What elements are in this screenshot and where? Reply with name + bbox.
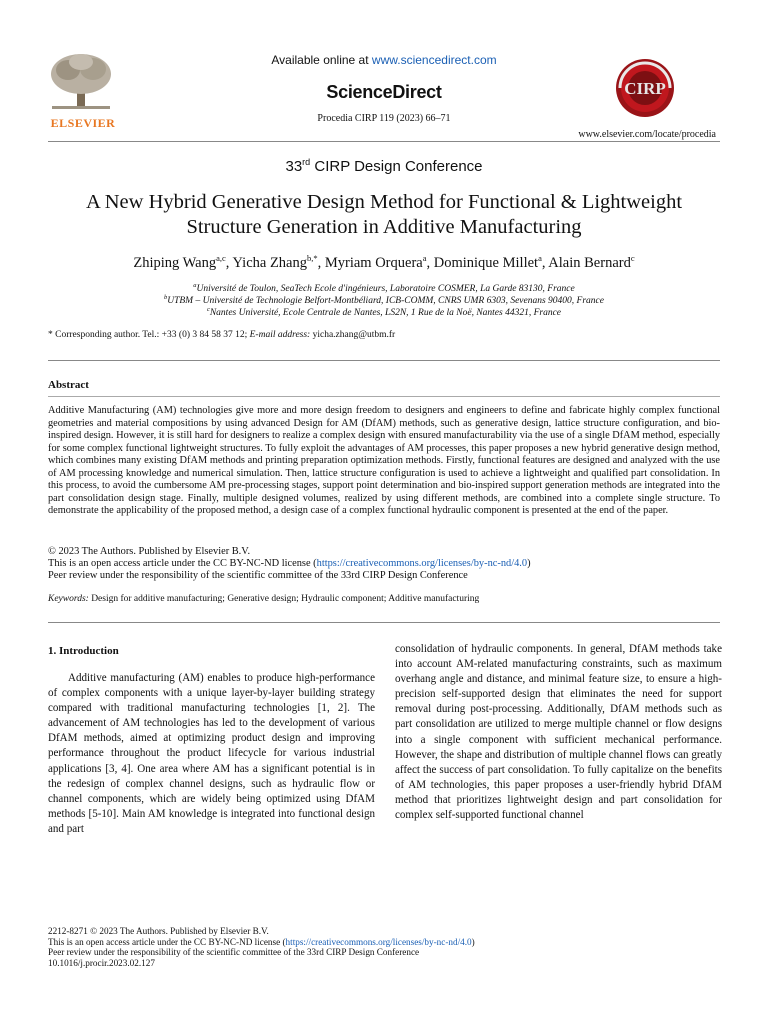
section-heading-introduction: 1. Introduction (48, 645, 119, 657)
journal-reference: Procedia CIRP 119 (2023) 66–71 (317, 113, 451, 124)
sciencedirect-link[interactable]: www.sciencedirect.com (371, 53, 497, 67)
footer-license-link[interactable]: https://creativecommons.org/licenses/by-nc-nd/4.0 (285, 936, 472, 947)
conference-name: 33rd CIRP Design Conference (285, 157, 483, 175)
peer-review-line: Peer review under the responsibility of the scientific committee of the 33rd CIRP Design Conference (48, 570, 468, 581)
open-access-line: This is an open access article under the CC BY-NC-ND license (https://creativecommons.org/licenses/by-nc-nd/4.0) (48, 558, 531, 569)
author: Dominique Millet$^a$, (433, 253, 549, 271)
keywords: Keywords: Design for additive manufacturing; Generative design; Hydraulic component; Additive manufacturing (48, 594, 480, 604)
header-rule (48, 141, 720, 142)
elsevier-wordmark: ELSEVIER (50, 116, 116, 130)
author: Myriam Orquera$^a$, (324, 253, 434, 271)
license-link[interactable]: https://creativecommons.org/licenses/by-nc-nd/4.0 (316, 558, 528, 569)
footer-doi[interactable]: 10.1016/j.procir.2023.02.127 (48, 957, 155, 968)
abstract-heading: Abstract (48, 379, 89, 391)
author: Yicha Zhang$^{b,*}$, (232, 253, 325, 271)
available-online: Available online at www.sciencedirect.com (271, 53, 497, 67)
footer-open-access: This is an open access article under the CC BY-NC-ND license (https://creativecommons.org/licenses/by-nc-nd/4.0) (48, 936, 475, 947)
abstract-rule (48, 396, 720, 397)
cirp-logo-text: CIRP (624, 79, 666, 98)
author-list (48, 253, 720, 272)
cirp-logo-icon (604, 58, 686, 118)
footer-peer-review: Peer review under the responsibility of the scientific committee of the 33rd CIRP Design Conference (48, 947, 420, 957)
copyright-line: © 2023 The Authors. Published by Elsevier B.V. (48, 546, 251, 557)
footer-issn: 2212-8271 © 2023 The Authors. Published by Elsevier B.V. (48, 926, 269, 936)
locate-url[interactable]: www.elsevier.com/locate/procedia (578, 129, 716, 140)
footer-block (48, 926, 475, 968)
sciencedirect-title: ScienceDirect (326, 82, 442, 102)
email-link[interactable]: yicha.zhang@utbm.fr (310, 330, 396, 340)
author: Alain Bernard$^c$ (548, 253, 635, 271)
abstract-text: Additive Manufacturing (AM) technologies give more and more design freedom to designers and engineers to define and fabricate highly complex functional geometries and material compositions by using advanced Design for AM (DfAM) methods, such as generative design, lattice structure configuration, and bio-inspired design. However, it is still hard for designers to realize a complex design with ensured manufacturability via the use of a single DfAM method, especially for some complex functional lightweight structures. To fully exploit the advantages of AM processes, this paper proposes a new hybrid generative design method, which combines many existing DfAM methods and printing preparation optimization methods. Firstly, functional features are designed and analyzed with the use of AM processing knowledge and numerical simulation. Then, lattice structure configuration is used to achieve a lightweight and qualified part consolidation. In this process, to avoid the cumbersome AM pre-processing stages, support point determination and bio-inspired support generation methods are integrated into the part consolidation design stage. Finally, multiple designed volumes, realized by using different methods, are combined into a complete single structure. To demonstrate the applicability of the proposed method, a design case of a complex functional hydraulic component is presented at the end of the paper. (48, 405, 720, 517)
paper-title: A New Hybrid Generative Design Method for Functional & Lightweight Structure Generation in Additive Manufacturing (85, 191, 683, 238)
affiliation-b: $^b$UTBM – Université de Technologie Belfort-Montbéliard, ICB-COMM, CNRS UMR 6303, Sevenans 90400, France (163, 294, 604, 307)
keywords-bottom-rule (48, 622, 720, 623)
intro-left-column: Additive manufacturing (AM) enables to produce high-performance of complex components with a unique layer-by-layer building strategy compared with traditional manufacturing technologies [1, 2]. The advancement of AM technologies has led to the development of various DfAM methods, aimed at optimizing product design and improving performance throughout the product lifecycle for various industrial applications [3, 4]. One area where AM has a significant potential is in the redesign of complex channel designs, such as hydraulic flow or channel components, which are widely being optimized using DfAM methods [5-10]. Main AM knowledge is integrated into functional design and part (48, 672, 375, 835)
author: Zhiping Wang$^{a,c}$, (133, 253, 233, 271)
affiliation-c: $^c$Nantes Université, Ecole Centrale de Nantes, LS2N, 1 Rue de la Noë, Nantes 44321, France (206, 306, 562, 319)
affiliation-a: $^a$Université de Toulon, SeaTech Ecole d'ingénieurs, Laboratoire COSMER, La Garde 83130, France (193, 282, 575, 295)
tree-icon (48, 52, 114, 110)
cirp-logo (604, 58, 686, 118)
corresponding-author: * Corresponding author. Tel.: +33 (0) 3 84 58 37 12; E-mail address: yicha.zhang@utbm.fr (48, 330, 396, 340)
abstract-top-rule (48, 360, 720, 361)
intro-right-column: consolidation of hydraulic components. In general, DfAM methods take into account AM-related manufacturing constraints, such as maximum overhang angle and distance, and minimal feature size, to ensure a high-precision self-supported design that eliminates the need for support removal during post-processing. Additionally, DfAM methods such as part consolidation are utilized to merge multiple channel or flow designs into a single component with sufficient mechanical performance. However, the shape and distribution of multiple channel flows can greatly affect the success of part consolidation. To fully capitalize on the benefits of AM technologies, this paper proposes a user-friendly hybrid DfAM method that prioritizes lightweight design and part consolidation for complex self-supported functional channel (395, 643, 722, 822)
